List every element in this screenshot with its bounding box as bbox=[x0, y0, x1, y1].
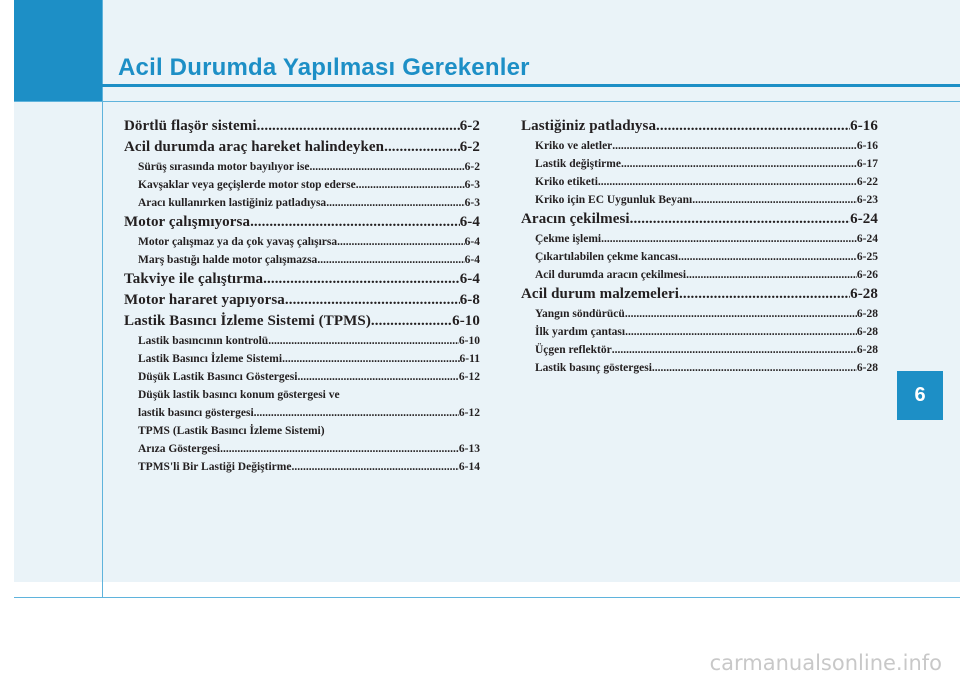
toc-entry-label: Motor çalışmıyorsa bbox=[124, 214, 251, 230]
toc-entry-label: Çekme işlemi bbox=[535, 233, 602, 245]
toc-entry-label: Lastiğiniz patladıysa bbox=[521, 118, 657, 134]
toc-page-number: 6-16 bbox=[856, 140, 878, 152]
toc-entry-label: Üçgen reflektör bbox=[535, 344, 612, 356]
toc-page-number: 6-24 bbox=[856, 233, 878, 245]
toc-entry-label: Acil durumda araç hareket halindeyken bbox=[124, 139, 385, 155]
toc-leader-dots bbox=[384, 137, 460, 158]
toc-entry-label: Acil durumda aracın çekilmesi bbox=[535, 269, 687, 281]
toc-leader-dots bbox=[254, 404, 459, 422]
toc-subentry[interactable] bbox=[124, 332, 480, 350]
toc-entry-label: Dörtlü flaşör sistemi bbox=[124, 118, 257, 134]
toc-leader-dots bbox=[371, 311, 452, 332]
header-divider bbox=[14, 101, 960, 102]
toc-leader-dots bbox=[621, 155, 857, 173]
toc-page-number: 6-10 bbox=[458, 335, 480, 347]
toc-page-number: 6-12 bbox=[458, 407, 480, 419]
toc-subentry[interactable] bbox=[521, 359, 878, 377]
toc-page-number: 6-3 bbox=[464, 197, 480, 209]
toc-entry[interactable] bbox=[124, 116, 480, 137]
toc-subentry[interactable] bbox=[124, 458, 480, 476]
toc-page-number: 6-28 bbox=[856, 308, 878, 320]
toc-leader-dots bbox=[656, 116, 850, 137]
toc-leader-dots bbox=[297, 368, 458, 386]
toc-leader-dots bbox=[291, 458, 458, 476]
toc-subentry[interactable] bbox=[521, 323, 878, 341]
toc-page-number: 6-28 bbox=[856, 344, 878, 356]
toc-entry-label: İlk yardım çantası bbox=[535, 326, 626, 338]
toc-subentry[interactable] bbox=[521, 230, 878, 248]
toc-page-number: 6-26 bbox=[856, 269, 878, 281]
toc-left-column bbox=[124, 116, 480, 476]
toc-entry-label: Kriko için EC Uygunluk Beyanı bbox=[535, 194, 693, 206]
toc-entry-label: Kriko etiketi bbox=[535, 176, 598, 188]
toc-entry-label: TPMS'li Bir Lastiği Değiştirme bbox=[138, 461, 292, 473]
toc-subentry[interactable] bbox=[521, 155, 878, 173]
toc-page-number: 6-2 bbox=[459, 118, 480, 134]
toc-page-number: 6-2 bbox=[464, 161, 480, 173]
header-accent-block bbox=[14, 0, 102, 102]
toc-entry[interactable] bbox=[521, 209, 878, 230]
toc-leader-dots bbox=[686, 266, 857, 284]
toc-entry-label: Motor hararet yapıyorsa bbox=[124, 292, 285, 308]
toc-subentry[interactable] bbox=[521, 266, 878, 284]
toc-entry-label: Lastik Basıncı İzleme Sistemi bbox=[138, 353, 283, 365]
toc-entry[interactable] bbox=[124, 137, 480, 158]
toc-entry-label: Lastik değiştirme bbox=[535, 158, 621, 170]
toc-leader-dots bbox=[285, 290, 460, 311]
toc-leader-dots bbox=[612, 137, 857, 155]
toc-leader-dots bbox=[652, 359, 857, 377]
toc-leader-dots bbox=[625, 323, 857, 341]
toc-leader-dots bbox=[612, 341, 857, 359]
toc-entry-label: Aracın çekilmesi bbox=[521, 211, 630, 227]
toc-right-column bbox=[521, 116, 878, 377]
toc-leader-dots bbox=[692, 191, 857, 209]
toc-page-number: 6-17 bbox=[856, 158, 878, 170]
toc-entry-label: Marş bastığı halde motor çalışmazsa bbox=[138, 254, 318, 266]
toc-subentry[interactable] bbox=[124, 194, 480, 212]
toc-entry[interactable] bbox=[124, 290, 480, 311]
toc-entry-label: Lastik Basıncı İzleme Sistemi (TPMS) bbox=[124, 313, 371, 329]
toc-entry[interactable] bbox=[124, 212, 480, 233]
toc-leader-dots bbox=[326, 194, 464, 212]
toc-entry-label: Kriko ve aletler bbox=[535, 140, 613, 152]
toc-leader-dots bbox=[625, 305, 857, 323]
toc-page-number: 6-13 bbox=[458, 443, 480, 455]
footer-divider bbox=[14, 597, 960, 598]
toc-page-number: 6-22 bbox=[856, 176, 878, 188]
toc-entry-label: Aracı kullanırken lastiğiniz patladıysa bbox=[138, 197, 327, 209]
toc-subentry[interactable] bbox=[521, 248, 878, 266]
toc-leader-dots bbox=[630, 209, 850, 230]
toc-leader-dots bbox=[679, 284, 850, 305]
toc-entry-label: Kavşaklar veya geçişlerde motor stop ederse bbox=[138, 179, 356, 191]
toc-leader-dots bbox=[220, 440, 459, 458]
toc-leader-dots bbox=[356, 176, 465, 194]
toc-entry-continued[interactable]: Düşük lastik basıncı konum göstergesi ve bbox=[138, 389, 340, 401]
toc-leader-dots bbox=[309, 158, 464, 176]
toc-subentry[interactable] bbox=[124, 251, 480, 269]
toc-subentry[interactable] bbox=[521, 305, 878, 323]
toc-subentry[interactable] bbox=[521, 341, 878, 359]
toc-subentry[interactable] bbox=[124, 368, 480, 386]
chapter-tab[interactable]: 6 bbox=[897, 371, 943, 420]
toc-entry-label: Arıza Göstergesi bbox=[138, 443, 221, 455]
watermark: carmanualsonline.info bbox=[709, 651, 942, 675]
toc-entry-label: Çıkartılabilen çekme kancası bbox=[535, 251, 679, 263]
toc-subentry[interactable] bbox=[521, 173, 878, 191]
toc-page-number: 6-28 bbox=[856, 326, 878, 338]
toc-entry-label: Acil durum malzemeleri bbox=[521, 286, 679, 302]
toc-page-number: 6-28 bbox=[856, 362, 878, 374]
toc-leader-dots bbox=[601, 230, 857, 248]
toc-entry-label: Düşük Lastik Basıncı Göstergesi bbox=[138, 371, 298, 383]
toc-page-number: 6-4 bbox=[464, 254, 480, 266]
toc-page-number: 6-4 bbox=[459, 271, 480, 287]
title-underline bbox=[102, 84, 960, 87]
toc-subentry[interactable] bbox=[124, 350, 480, 368]
toc-entry-label: Motor çalışmaz ya da çok yavaş çalışırsa bbox=[138, 236, 338, 248]
toc-leader-dots bbox=[268, 332, 459, 350]
toc-entry-label: Lastik basıncının kontrolü bbox=[138, 335, 269, 347]
toc-entry-label: lastik basıncı göstergesi bbox=[138, 407, 254, 419]
toc-page-number: 6-4 bbox=[464, 236, 480, 248]
toc-page-number: 6-24 bbox=[850, 211, 878, 227]
toc-page-number: 6-10 bbox=[452, 313, 480, 329]
toc-page-number: 6-3 bbox=[464, 179, 480, 191]
toc-leader-dots bbox=[257, 116, 460, 137]
toc-leader-dots bbox=[263, 269, 460, 290]
page-title: Acil Durumda Yapılması Gerekenler bbox=[118, 54, 530, 81]
toc-page-number: 6-23 bbox=[856, 194, 878, 206]
toc-page-number: 6-25 bbox=[856, 251, 878, 263]
toc-entry-label: Sürüş sırasında motor bayılıyor ise bbox=[138, 161, 310, 173]
toc-leader-dots bbox=[337, 233, 465, 251]
toc-entry[interactable] bbox=[124, 311, 480, 332]
toc-subentry[interactable] bbox=[124, 158, 480, 176]
toc-leader-dots bbox=[282, 350, 459, 368]
toc-entry[interactable] bbox=[521, 116, 878, 137]
toc-leader-dots bbox=[317, 251, 464, 269]
toc-entry-label: Lastik basınç göstergesi bbox=[535, 362, 652, 374]
toc-subentry[interactable] bbox=[124, 440, 480, 458]
toc-leader-dots bbox=[598, 173, 857, 191]
toc-subentry[interactable] bbox=[124, 233, 480, 251]
toc-entry-label: Yangın söndürücü bbox=[535, 308, 625, 320]
toc-entry[interactable] bbox=[521, 284, 878, 305]
toc-page-number: 6-16 bbox=[850, 118, 878, 134]
toc-page-number: 6-28 bbox=[850, 286, 878, 302]
toc-subentry[interactable] bbox=[124, 176, 480, 194]
toc-entry-continued[interactable]: TPMS (Lastik Basıncı İzleme Sistemi) bbox=[138, 425, 325, 437]
toc-subentry[interactable] bbox=[521, 137, 878, 155]
toc-subentry[interactable] bbox=[521, 191, 878, 209]
toc-page-number: 6-4 bbox=[459, 214, 480, 230]
toc-page-number: 6-14 bbox=[458, 461, 480, 473]
toc-page-number: 6-11 bbox=[459, 353, 480, 365]
toc-page-number: 6-12 bbox=[458, 371, 480, 383]
margin-divider bbox=[102, 0, 103, 598]
toc-leader-dots bbox=[250, 212, 460, 233]
toc-subentry[interactable] bbox=[124, 404, 480, 422]
toc-entry[interactable] bbox=[124, 269, 480, 290]
toc-entry-label: Takviye ile çalıştırma bbox=[124, 271, 264, 287]
toc-page-number: 6-8 bbox=[459, 292, 480, 308]
toc-leader-dots bbox=[678, 248, 857, 266]
toc-page-number: 6-2 bbox=[459, 139, 480, 155]
